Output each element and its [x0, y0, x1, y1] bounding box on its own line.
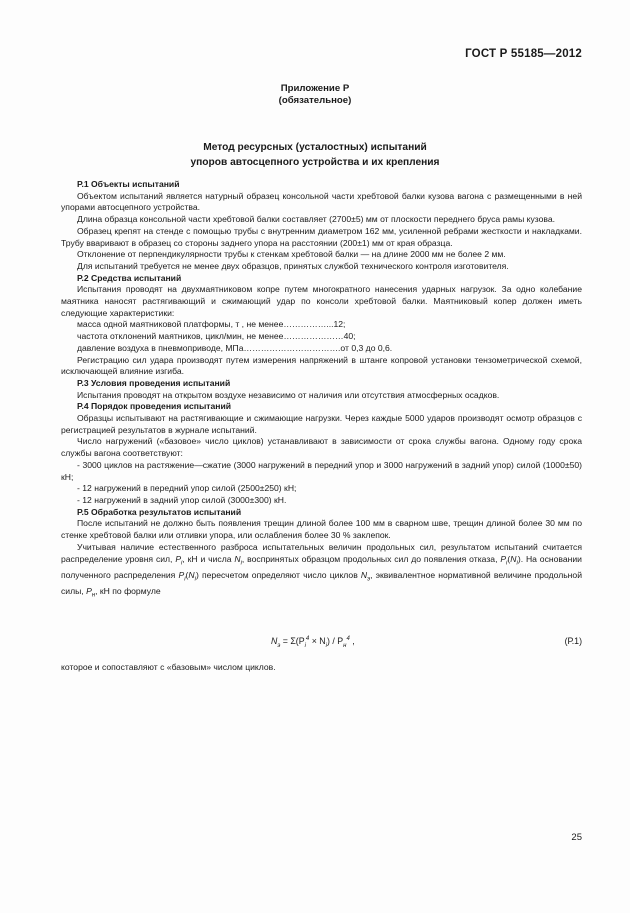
- paragraph: Объектом испытаний является натурный образец консольной части хребтовой балки кузова вагона с размещенными в ней упорами автосцепного устройства.: [61, 190, 582, 213]
- paragraph: Для испытаний требуется не менее двух образцов, принятых службой технического контроля изготовителя.: [77, 260, 509, 271]
- list-item: - 12 нагружений в задний упор силой (3000±300) кН.: [77, 494, 287, 505]
- formula-row: [61, 636, 582, 650]
- paragraph-with-symbols: Учитывая наличие естественного разброса испытательных величин продольных сил, результатом испытаний считается распределение уровня сил, $P_i$, кН и числа $N_i$, воспринятых образцом продольных сил до появления отказа, $P_i(N_i)$. На основании полученного распределения $P_i(N_i)$ пересчетом определяют число циклов $N_э$, эквивалентное нормативной величине продольной силы, $P_н$, кН по формуле: [61, 541, 583, 600]
- title-line-2: упоров автосцепного устройства и их крепления: [190, 157, 440, 168]
- paragraph: Испытания проводят на открытом воздухе независимо от наличия или отсутствия атмосферных осадков.: [77, 389, 500, 400]
- formula-p1: $N_э = \Sigma(P_i^4 \times N_i) / P_н^4$ ,: [271, 636, 355, 649]
- list-item: - 3000 циклов на растяжение—сжатие (3000 нагружений в передний упор и 3000 нагружений в задний упор) силой (1000±50) кН;: [61, 459, 582, 482]
- paragraph: Число нагружений («базовое» число циклов) устанавливают в зависимости от срока службы вагона. Одному году срока службы вагона соответствуют:: [61, 436, 582, 459]
- paragraph: Испытания проводят на двухмаятниковом копре путем многократного нанесения ударных нагрузок. За одно колебание маятника наносят растягивающий и сжимающий удар по консоли хребтовой балки. Маятниковый копер должен иметь следующие характеристики:: [61, 284, 582, 318]
- paragraph: Регистрацию сил удара производят путем измерения напряжений в штанге копровой установки тензометрической схемой, исключающей влияние изгиба.: [61, 354, 582, 377]
- paragraph: Длина образца консольной части хребтовой балки составляет (2700±5) мм от плоскости переднего бруса рамы кузова.: [77, 214, 556, 225]
- section-heading-p4: Р.4 Порядок проведения испытаний: [77, 401, 232, 412]
- formula-number: (Р.1): [564, 636, 582, 646]
- page-number: 25: [571, 832, 582, 843]
- paragraph: Образец крепят на стенде с помощью трубы с внутренним диаметром 162 мм, усиленной ребрами жесткости и накладками. Трубу вваривают в образец со стороны заднего упора на расстоянии (200±1) мм от края образца.: [61, 225, 582, 248]
- list-item: - 12 нагружений в передний упор силой (2500±250) кН;: [77, 483, 297, 494]
- spec-item: частота отклонений маятников, цикл/мин, не менее…………………40;: [77, 331, 356, 342]
- paragraph: После испытаний не должно быть появления трещин длиной более 100 мм в сварном шве, трещин длиной более 30 мм по стенке хребтовой балки или отливки упора, или ослабления более 30 % заклепок.: [61, 518, 582, 541]
- section-heading-p3: Р.3 Условия проведения испытаний: [77, 377, 231, 388]
- document-body: [61, 179, 582, 603]
- spec-item: масса одной маятниковой платформы, т , не менее……………...12;: [77, 319, 346, 330]
- section-heading-p5: Р.5 Обработка результатов испытаний: [77, 506, 242, 517]
- section-heading-p1: Р.1 Объекты испытаний: [77, 179, 180, 189]
- document-title: [0, 140, 630, 170]
- appendix-status: (обязательное): [278, 95, 352, 106]
- appendix-title: Приложение Р: [280, 83, 350, 94]
- section-heading-p2: Р.2 Средства испытаний: [77, 272, 182, 283]
- standard-designation: ГОСТ Р 55185—2012: [465, 48, 582, 60]
- spec-item: давление воздуха в пневмоприводе, МПа…………………………….от 0,3 до 0,6.: [77, 342, 393, 353]
- paragraph: Отклонение от перпендикулярности трубы к стенкам хребтовой балки — на длине 2000 мм не более 2 мм.: [77, 249, 506, 260]
- appendix-heading: [0, 83, 630, 107]
- paragraph: Образцы испытывают на растягивающие и сжимающие нагрузки. Через каждые 5000 ударов производят осмотр образцов с регистрацией результатов в журнале испытаний.: [61, 413, 582, 435]
- title-line-1: Метод ресурсных (усталостных) испытаний: [203, 142, 427, 153]
- closing-paragraph: которое и сопоставляют с «базовым» числом циклов.: [61, 662, 276, 672]
